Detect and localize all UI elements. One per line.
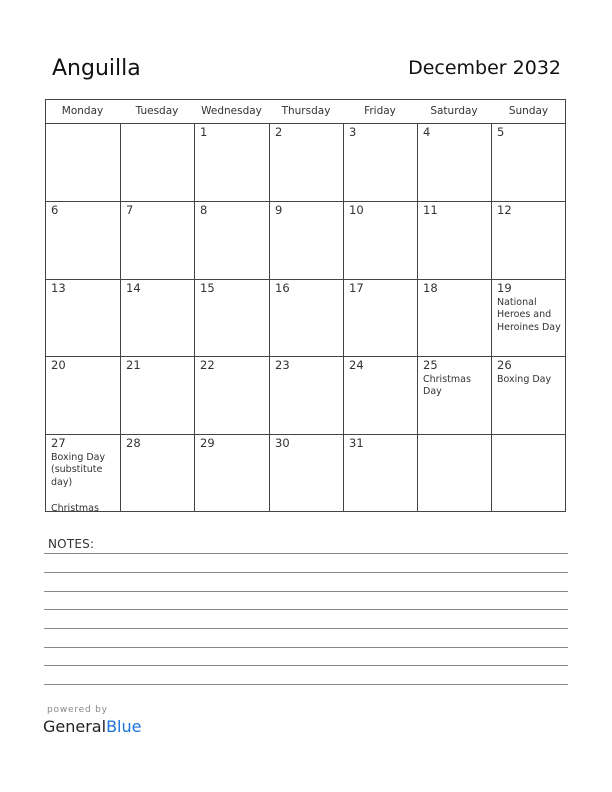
day-cell <box>491 123 566 201</box>
day-cell <box>417 123 491 201</box>
notes-line <box>44 572 568 573</box>
day-number: 19 <box>497 281 512 295</box>
notes-label: NOTES: <box>48 537 95 551</box>
weekday-header: Saturday <box>430 105 478 117</box>
day-number: 18 <box>423 281 438 295</box>
day-number: 3 <box>349 125 357 139</box>
day-number: 15 <box>200 281 215 295</box>
weekday-header: Friday <box>364 105 396 117</box>
day-number: 12 <box>497 203 512 217</box>
day-number: 17 <box>349 281 364 295</box>
weekday-header: Wednesday <box>201 105 262 117</box>
day-cell <box>45 356 120 434</box>
day-cell <box>269 356 343 434</box>
day-number: 25 <box>423 358 438 372</box>
day-cell <box>269 279 343 356</box>
powered-by-text: powered by <box>47 705 108 715</box>
day-cell <box>120 123 194 201</box>
day-cell <box>491 201 566 279</box>
day-number: 4 <box>423 125 431 139</box>
day-cell <box>343 201 417 279</box>
holiday-label: Boxing Day (substitute day) <box>51 452 106 488</box>
day-cell <box>45 123 120 201</box>
day-cell <box>491 279 566 356</box>
day-cell <box>343 279 417 356</box>
day-cell <box>343 356 417 434</box>
day-number: 6 <box>51 203 59 217</box>
day-number: 20 <box>51 358 66 372</box>
notes-line <box>44 553 568 554</box>
day-cell <box>491 434 566 512</box>
day-cell <box>194 279 269 356</box>
day-cell <box>269 434 343 512</box>
day-cell <box>45 279 120 356</box>
day-number: 29 <box>200 436 215 450</box>
day-cell <box>417 201 491 279</box>
calendar-grid <box>45 99 566 512</box>
day-number: 30 <box>275 436 290 450</box>
day-number: 11 <box>423 203 438 217</box>
notes-line <box>44 628 568 629</box>
notes-line <box>44 684 568 685</box>
day-number: 31 <box>349 436 364 450</box>
day-number: 2 <box>275 125 283 139</box>
day-cell <box>120 279 194 356</box>
day-number: 28 <box>126 436 141 450</box>
day-number: 24 <box>349 358 364 372</box>
country-title: Anguilla <box>52 56 141 81</box>
notes-line <box>44 609 568 610</box>
notes-line <box>44 591 568 592</box>
holiday-label: National Heroes and Heroines Day <box>497 297 561 333</box>
month-year-title: December 2032 <box>408 57 561 79</box>
holiday-label: Christmas Day <box>423 374 471 398</box>
day-cell <box>120 434 194 512</box>
day-cell <box>194 123 269 201</box>
day-number: 10 <box>349 203 364 217</box>
day-number: 5 <box>497 125 505 139</box>
weekday-header: Thursday <box>281 105 331 117</box>
day-cell <box>120 201 194 279</box>
notes-line <box>44 665 568 666</box>
day-cell <box>120 356 194 434</box>
day-number: 21 <box>126 358 141 372</box>
holiday-label: Boxing Day <box>497 374 552 385</box>
weekday-header: Sunday <box>508 105 549 117</box>
holiday-label: Christmas <box>51 503 99 512</box>
brand-general: General <box>43 717 107 736</box>
day-cell <box>417 279 491 356</box>
day-cell <box>417 434 491 512</box>
day-cell <box>269 123 343 201</box>
day-number: 23 <box>275 358 290 372</box>
weekday-header: Tuesday <box>135 105 179 117</box>
notes-line <box>44 647 568 648</box>
day-number: 16 <box>275 281 290 295</box>
day-cell <box>194 201 269 279</box>
day-cell <box>194 434 269 512</box>
day-cell <box>269 201 343 279</box>
day-number: 13 <box>51 281 66 295</box>
day-number: 8 <box>200 203 208 217</box>
day-number: 22 <box>200 358 215 372</box>
day-cell <box>417 356 491 434</box>
brand-blue: Blue <box>106 717 142 736</box>
day-number: 14 <box>126 281 141 295</box>
day-number: 26 <box>497 358 512 372</box>
day-number: 1 <box>200 125 208 139</box>
generalblue-logo <box>43 717 141 736</box>
day-number: 27 <box>51 436 66 450</box>
day-number: 9 <box>275 203 283 217</box>
weekday-header: Monday <box>61 105 104 117</box>
day-cell <box>343 434 417 512</box>
day-cell <box>45 434 120 512</box>
day-number: 7 <box>126 203 134 217</box>
day-cell <box>45 201 120 279</box>
day-cell <box>491 356 566 434</box>
day-cell <box>194 356 269 434</box>
day-cell <box>343 123 417 201</box>
